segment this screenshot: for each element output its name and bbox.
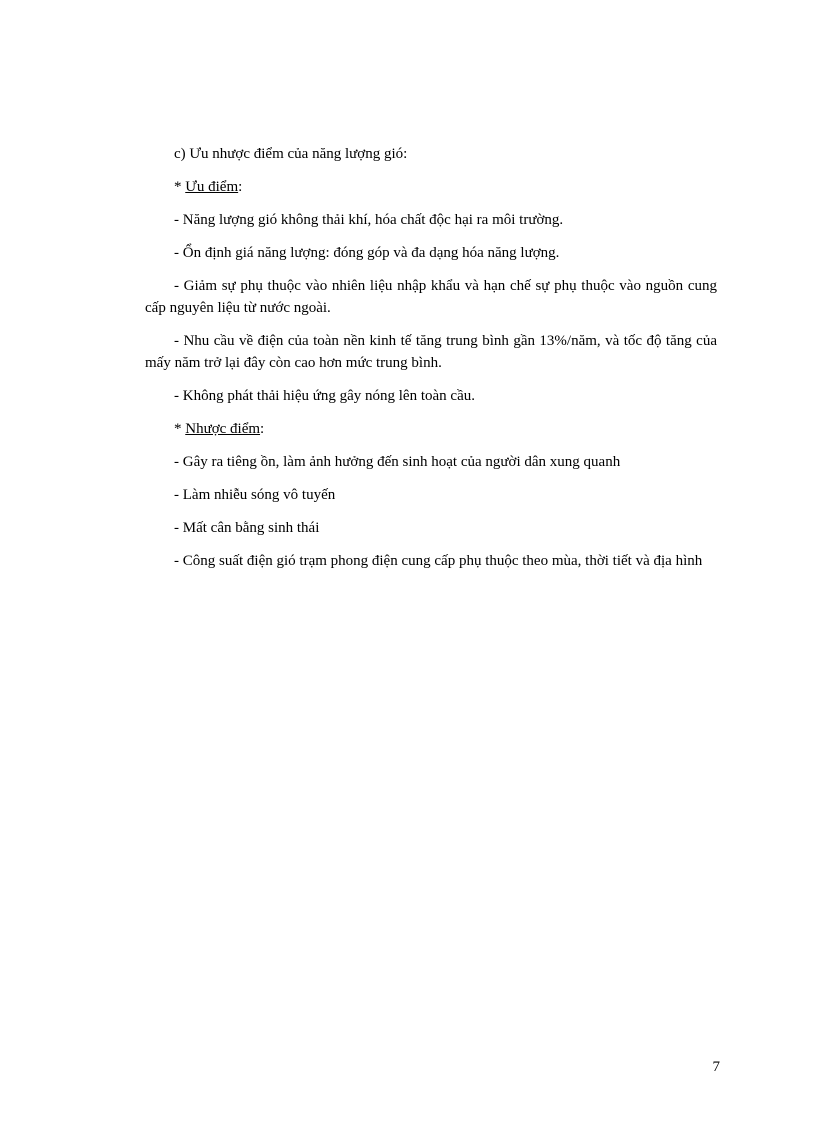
disadvantage-item: - Làm nhiễu sóng vô tuyến [174,487,336,503]
page-number: 7 [712,1059,720,1075]
disadvantages-heading-label: Nhược điểm [185,421,261,437]
disadvantage-item: - Mất cân bằng sinh thái [174,520,320,536]
disadvantages-heading [145,418,717,440]
advantage-item: - Ổn định giá năng lượng: đóng góp và đa dạng hóa năng lượng. [174,245,560,261]
advantage-item: - Giảm sự phụ thuộc vào nhiên liệu nhập khẩu và hạn chế sự phụ thuộc vào nguồn cung cấp nguyên liệu từ nước ngoài. [145,278,717,316]
advantage-item: - Không phát thải hiệu ứng gây nóng lên toàn cầu. [174,388,475,404]
advantages-heading [145,176,717,198]
document-body [145,143,717,583]
disadvantage-item: - Gây ra tiêng ồn, làm ảnh hưởng đến sinh hoạt của người dân xung quanh [174,454,621,470]
disadvantage-item: - Công suất điện gió trạm phong điện cung cấp phụ thuộc theo mùa, thời tiết và địa hình [174,553,703,569]
disadvantages-suffix: : [260,421,265,437]
section-title: c) Ưu nhược điểm của năng lượng gió: [174,146,408,162]
advantages-heading-label: Ưu điểm [185,179,239,195]
advantage-item: - Năng lượng gió không thải khí, hóa chất độc hại ra môi trường. [174,212,564,228]
advantages-prefix: * [174,179,186,195]
advantage-item: - Nhu cầu về điện của toàn nền kinh tế tăng trung bình gần 13%/năm, và tốc độ tăng của mấy năm trở lại đây còn cao hơn mức trung bình. [145,333,717,371]
disadvantages-prefix: * [174,421,186,437]
advantages-suffix: : [238,179,243,195]
